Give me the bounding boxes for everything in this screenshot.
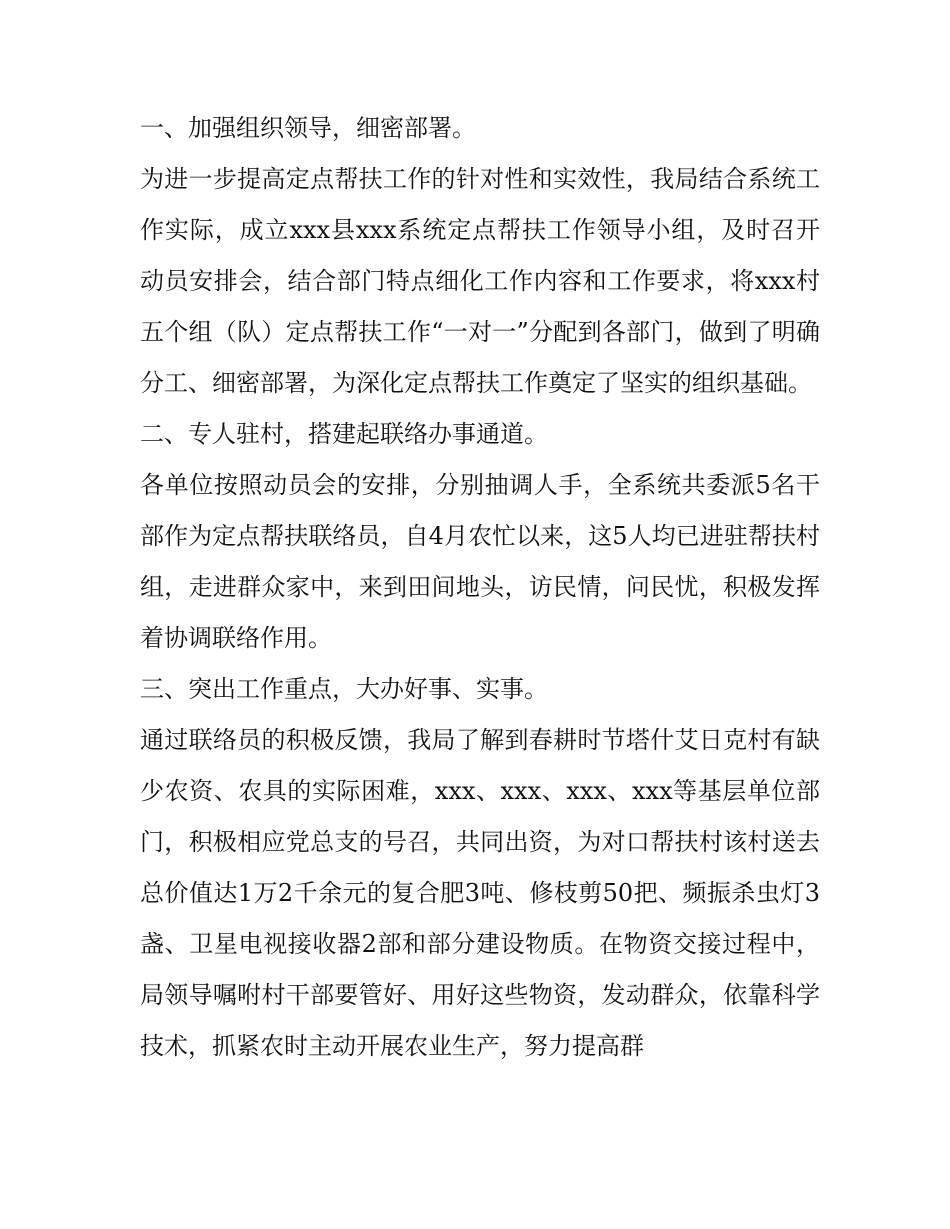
section-paragraph-2: 各单位按照动员会的安排，分别抽调人手，全系统共委派5名干部作为定点帮扶联络员，自4月农忙以来，这5人均已进驻帮扶村组，走进群众家中，来到田间地头，访民情，问民忧，积极发挥着协调联络作用。 [140, 471, 820, 652]
section-heading-3: 三、突出工作重点，大办好事、实事。 [140, 675, 548, 703]
section-heading-2: 二、专人驻村，搭建起联络办事通道。 [140, 420, 548, 448]
section-heading-1: 一、加强组织领导，细密部署。 [140, 114, 476, 142]
section-paragraph-1: 为进一步提高定点帮扶工作的针对性和实效性，我局结合系统工作实际，成立xxx县xxx系统定点帮扶工作领导小组，及时召开动员安排会，结合部门特点细化工作内容和工作要求，将xxx村五个组（队）定点帮扶工作“一对一”分配到各部门，做到了明确分工、细密部署，为深化定点帮扶工作奠定了坚实的组织基础。 [140, 165, 820, 397]
section-paragraph-3: 通过联络员的积极反馈，我局了解到春耕时节塔什艾日克村有缺少农资、农具的实际困难，xxx、xxx、xxx、xxx等基层单位部门，积极相应党总支的号召，共同出资，为对口帮扶村该村送去总价值达1万2千余元的复合肥3吨、修枝剪50把、频振杀虫灯3盏、卫星电视接收器2部和部分建设物质。在物资交接过程中，局领导嘱咐村干部要管好、用好这些物资，发动群众，依靠科学技术，抓紧农时主动开展农业生产，努力提高群 [140, 726, 820, 1060]
document-body [140, 103, 820, 1072]
